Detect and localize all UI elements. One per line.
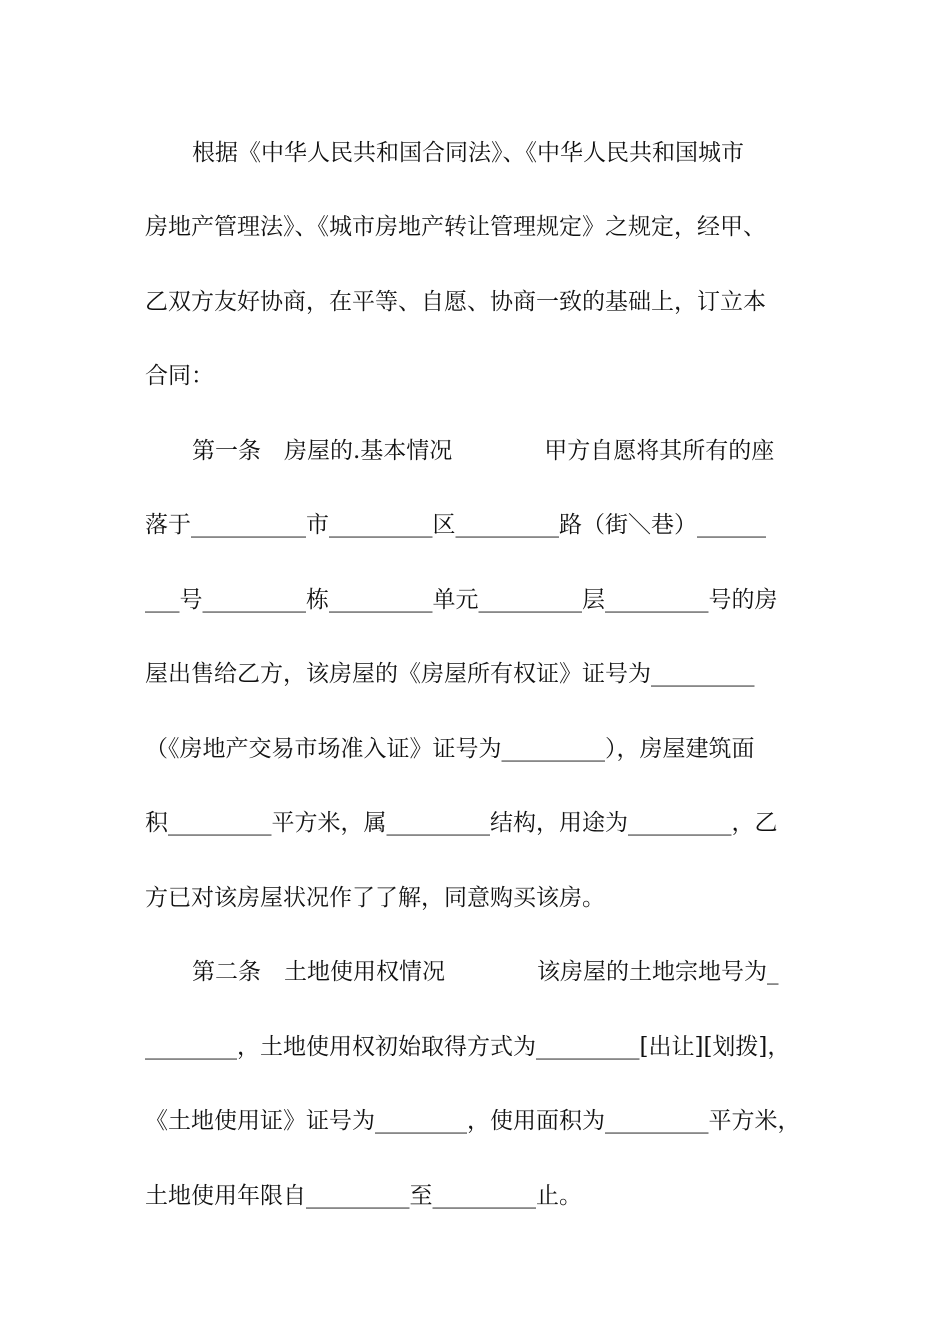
article-1-line-4: 屋出售给乙方，该房屋的《房屋所有权证》证号为_________ — [145, 661, 755, 687]
paragraph-intro-line-2: 房地产管理法》、《城市房地产转让管理规定》之规定，经甲、 — [145, 214, 766, 240]
paragraph-intro-line-1: 根据《中华人民共和国合同法》、《中华人民共和国城市 — [192, 140, 744, 166]
article-1-line-1: 第一条 房屋的.基本情况 甲方自愿将其所有的座 — [192, 438, 775, 464]
article-2-line-4: 土地使用年限自_________至_________止。 — [145, 1183, 582, 1209]
article-2-line-2: ________，土地使用权初始取得方式为_________[出让][划拨]， — [145, 1034, 791, 1060]
article-2-line-3: 《土地使用证》证号为________，使用面积为_________平方米， — [145, 1108, 801, 1134]
article-1-line-3: ___号_________栋_________单元_________层_________号的房 — [145, 587, 778, 613]
paragraph-intro-line-3: 乙双方友好协商，在平等、自愿、协商一致的基础上，订立本 — [145, 289, 766, 315]
article-2-line-1: 第二条 土地使用权情况 该房屋的土地宗地号为_ — [192, 959, 779, 985]
article-1-line-5: （《房地产交易市场准入证》证号为_________），房屋建筑面 — [145, 736, 755, 762]
article-1-line-6: 积_________平方米，属_________结构，用途为_________，乙 — [145, 810, 778, 836]
paragraph-intro-line-4: 合同： — [145, 363, 214, 389]
article-1-line-2: 落于__________市_________区_________路（街＼巷）______ — [145, 512, 766, 538]
article-1-line-7: 方已对该房屋状况作了了解，同意购买该房。 — [145, 885, 605, 911]
